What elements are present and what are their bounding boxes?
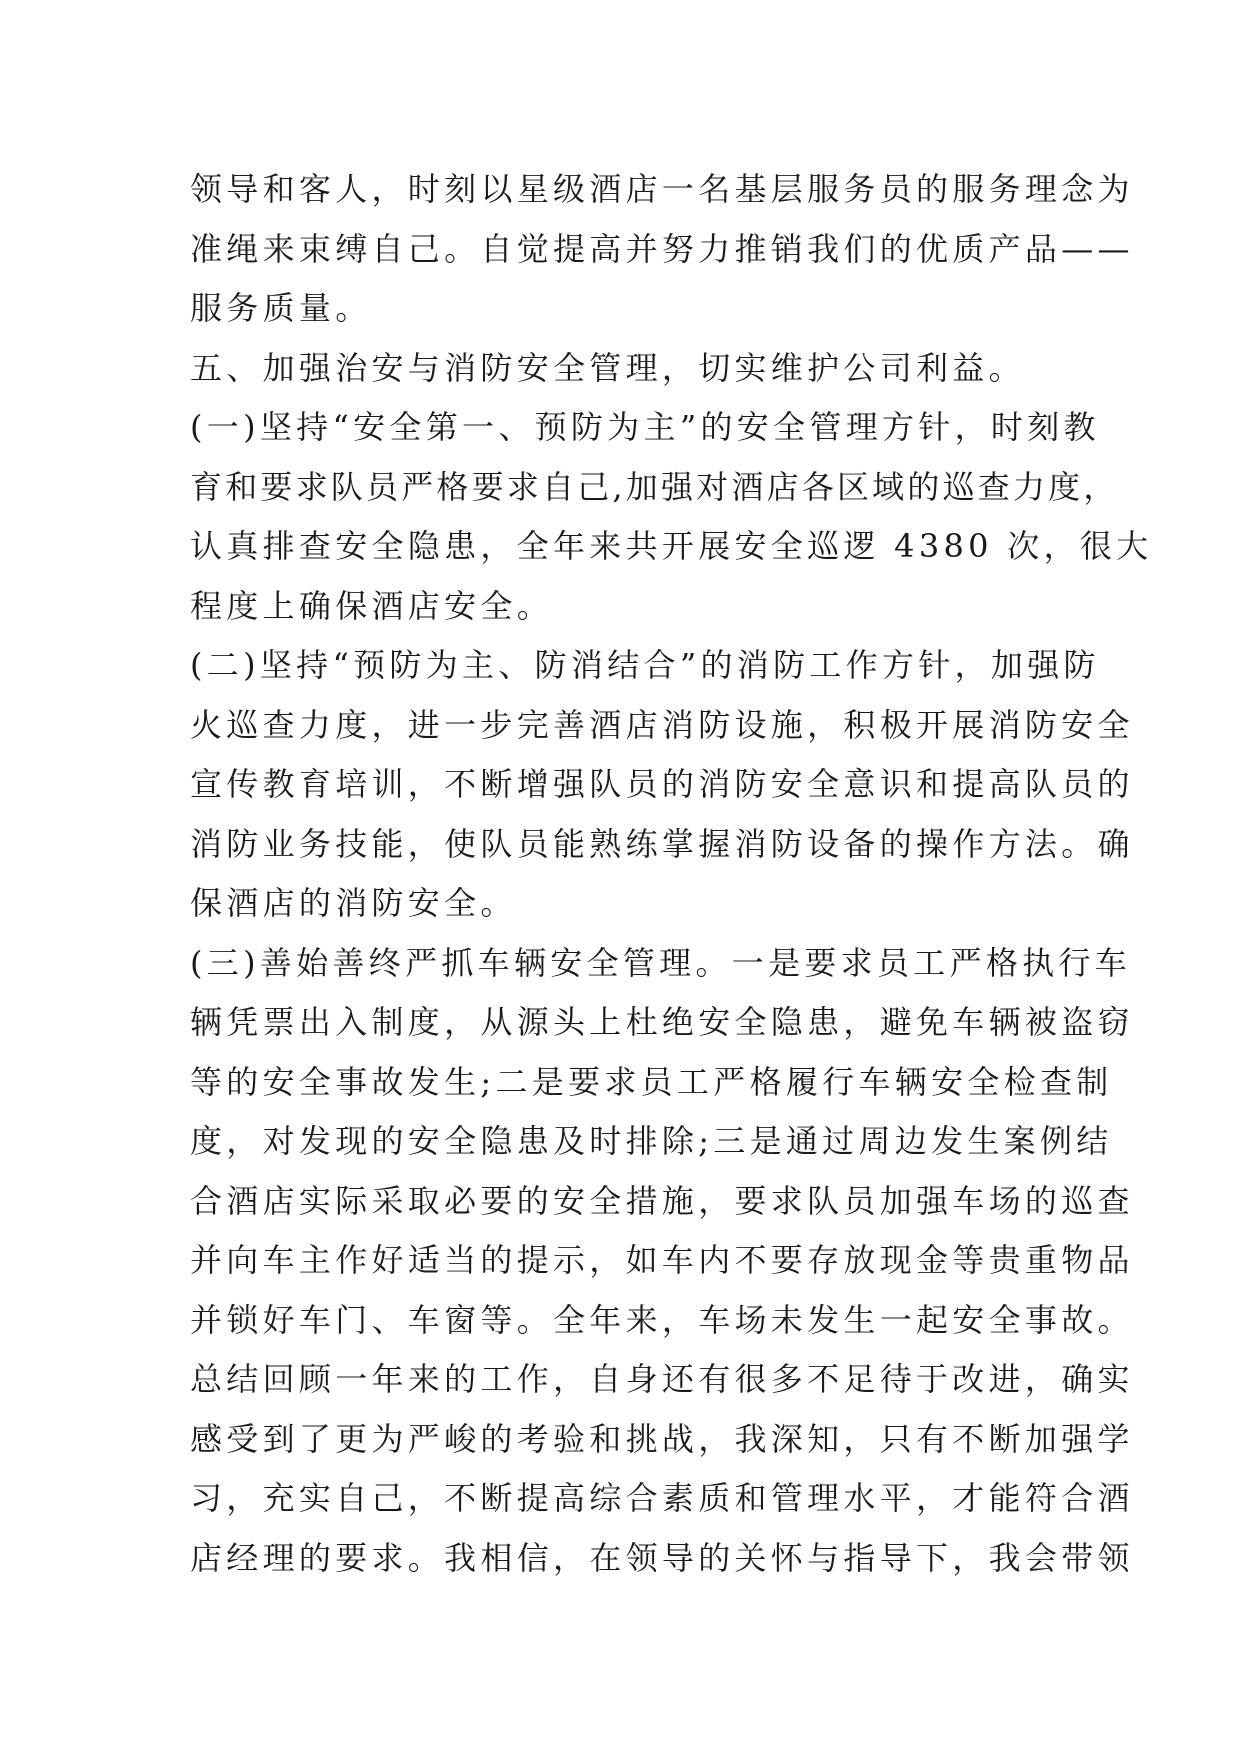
- text-line: (二)坚持“预防为主、防消结合”的消防工作方针，加强防: [190, 646, 1100, 684]
- text-line: 服务质量。: [190, 289, 372, 327]
- text-line: 度，对发现的安全隐患及时排除;三是通过周边发生案例结: [190, 1122, 1113, 1160]
- text-line: 消防业务技能，使队员能熟练掌握消防设备的操作方法。确: [190, 824, 1134, 863]
- text-line: 习，充实自己，不断提高综合素质和管理水平，才能符合酒: [190, 1479, 1134, 1517]
- text-line: (一)坚持“安全第一、预防为主”的安全管理方针，时刻教: [190, 408, 1100, 446]
- text-line: 并锁好车门、车窗等。全年来，车场未发生一起安全事故。: [190, 1300, 1134, 1339]
- text-line: 感受到了更为严峻的考验和挑战，我深知，只有不断加强学: [190, 1419, 1134, 1458]
- section-heading: 五、加强治安与消防安全管理，切实维护公司利益。: [190, 348, 1025, 387]
- text-line: 领导和客人，时刻以星级酒店一名基层服务员的服务理念为: [190, 170, 1134, 208]
- text-line: 辆凭票出入制度，从源头上杜绝安全隐患，避免车辆被盗窃: [190, 1003, 1134, 1041]
- text-line: 宣传教育培训，不断增强队员的消防安全意识和提高队员的: [190, 765, 1134, 803]
- document-body: [190, 160, 1153, 1588]
- text-line: 合酒店实际采取必要的安全措施，要求队员加强车场的巡查: [190, 1181, 1134, 1220]
- text-line: 认真排查安全隐患，全年来共开展安全巡逻 4380 次，很大: [190, 527, 1153, 565]
- text-line: (三)善始善终严抓车辆安全管理。一是要求员工严格执行车: [190, 943, 1132, 982]
- text-line: 保酒店的消防安全。: [190, 884, 517, 922]
- text-line: 总结回顾一年来的工作，自身还有很多不足待于改进，确实: [190, 1360, 1134, 1398]
- text-line: 等的安全事故发生;二是要求员工严格履行车辆安全检查制: [190, 1062, 1113, 1101]
- text-line: 育和要求队员严格要求自己,加强对酒店各区域的巡查力度，: [190, 467, 1119, 506]
- text-line: 店经理的要求。我相信，在领导的关怀与指导下，我会带领: [190, 1538, 1134, 1577]
- text-line: 程度上确保酒店安全。: [190, 586, 554, 625]
- text-line: 火巡查力度，进一步完善酒店消防设施，积极开展消防安全: [190, 705, 1134, 744]
- text-line: 并向车主作好适当的提示，如车内不要存放现金等贵重物品: [190, 1241, 1134, 1279]
- text-line: 准绳来束缚自己。自觉提高并努力推销我们的优质产品——: [190, 229, 1134, 268]
